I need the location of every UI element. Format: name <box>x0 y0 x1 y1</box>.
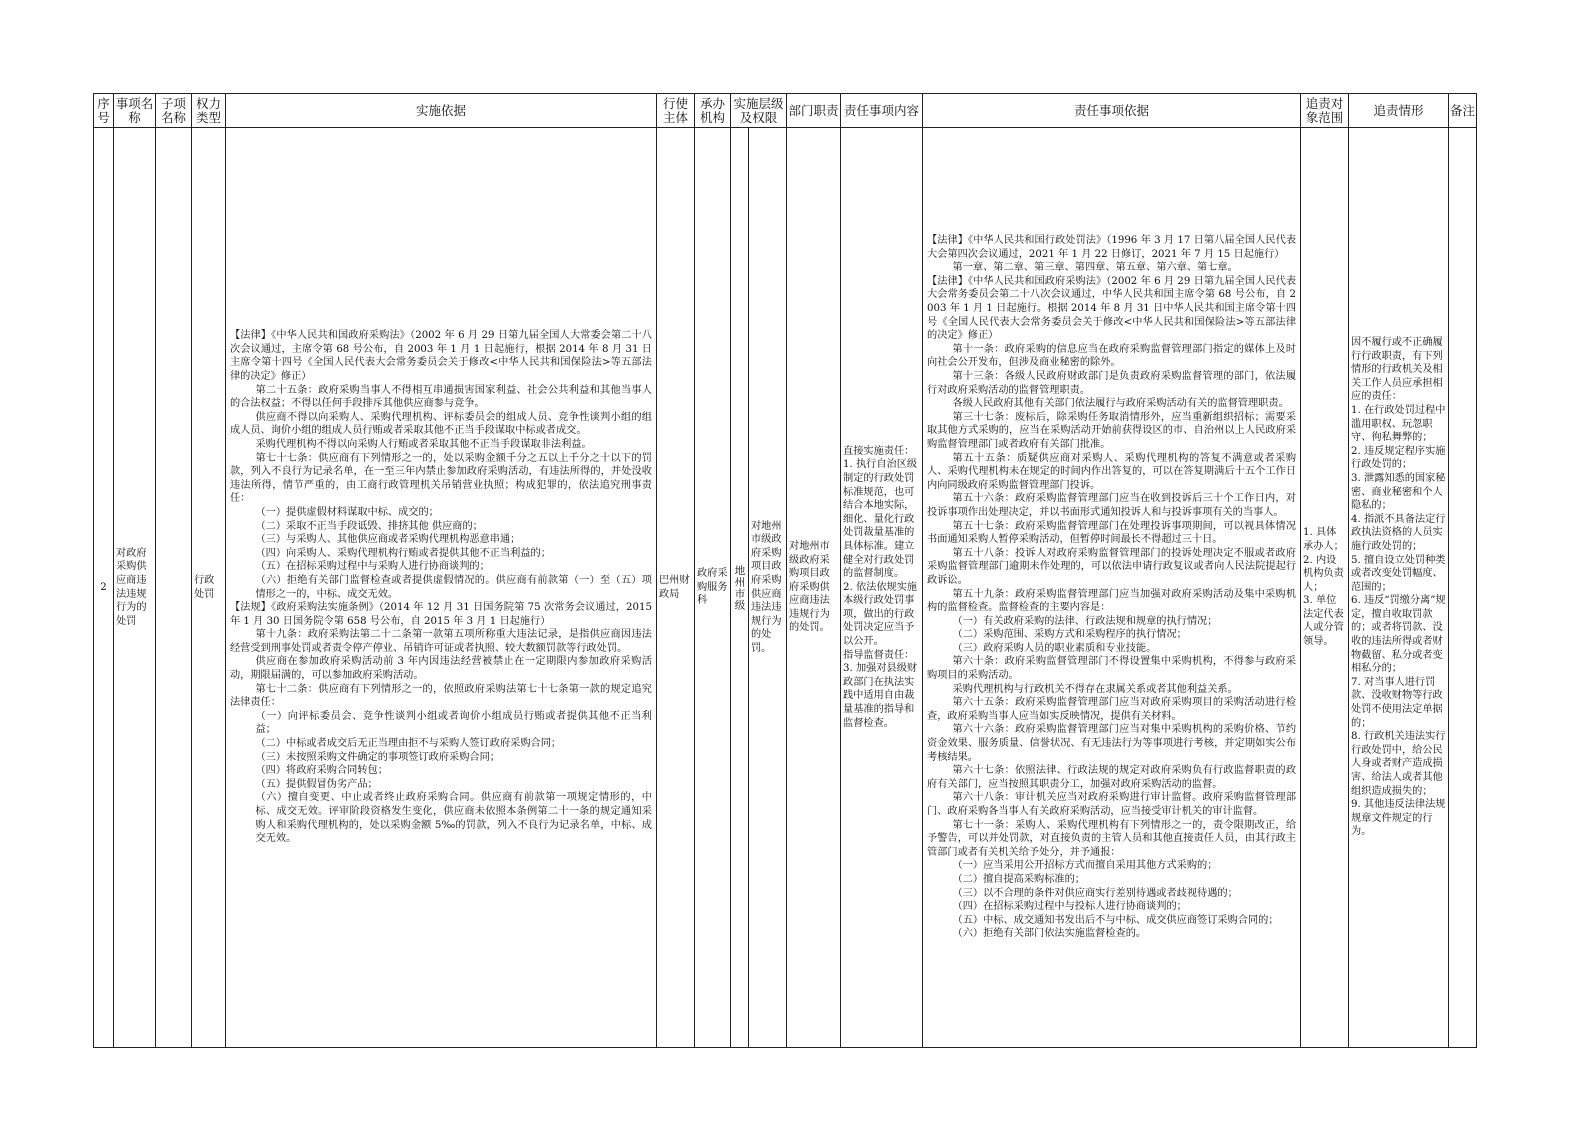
paragraph: 第三十七条：废标后，除采购任务取消情形外，应当重新组织招标；需要采取其他方式采购的，应当在采购活动开始前获得设区的市、自治州以上人民政府采购监督管理部门或者政府有关部门批准。 <box>927 411 1297 450</box>
cell-level-b <box>749 128 787 1048</box>
paragraph: 第五十七条：政府采购监督管理部门在处理投诉事项期间，可以视具体情况书面通知采购人暂停采购活动，但暂停时间最长不得超过三十日。 <box>927 520 1297 546</box>
power-list-table <box>93 93 1477 1048</box>
responsibility-text <box>841 445 922 730</box>
paragraph: 采购代理机构不得以向采购人行贿或者采取其他不正当手段谋取非法利益。 <box>255 438 592 450</box>
paragraph: 1. 在行政处罚过程中滥用职权、玩忽职守、徇私舞弊的； <box>1351 404 1446 444</box>
header-power-type: 权力类型 <box>192 94 226 128</box>
paragraph: 第二十五条：政府采购当事人不得相互串通损害国家利益、社会公共利益和其他当事人的合法权益；不得以任何手段排斥其他供应商参与竞争。 <box>230 384 652 410</box>
paragraph: 7. 对当事人进行罚款、没收财物等行政处罚不使用法定单据的； <box>1351 676 1443 729</box>
item-name-text: 对政府采购供应商违法违规行为的处罚 <box>116 547 147 627</box>
paragraph: 【法规】《政府采购法实施条例》（2014 年 12 月 31 日国务院第 75 次常务会议通过，2015 年 1 月 30 日国务院令第 658 号公布，自 2015 年 3 月 1 日起施行） <box>230 602 652 627</box>
level-a-text: 地州市级 <box>733 564 746 611</box>
paragraph: 第六十八条：审计机关应当对政府采购进行审计监督。政府采购监督管理部门、政府采购各当事人有关政府采购活动，应当接受审计机关的审计监督。 <box>927 792 1297 817</box>
paragraph: 第七十一条：采购人、采购代理机构有下列情形之一的，责令限期改正，给予警告，可以并处罚款，对直接负责的主管人员和其他直接责任人员，由其行政主管部门或者有关机关给予处分，并予通报： <box>927 819 1297 858</box>
paragraph: 第六十七条：依照法律、行政法规的规定对政府采购负有行政监督职责的政府有关部门，应当按照其职责分工，加强对政府采购活动的监督。 <box>927 765 1297 790</box>
cell-accountability-cases <box>1349 128 1449 1048</box>
cell-responsibility <box>841 128 923 1048</box>
paragraph: （三）未按照采购文件确定的事项签订政府采购合同； <box>255 751 500 763</box>
paragraph: 第一章、第二章、第三章、第四章、第五章、第六章、第七章。 <box>952 262 1238 274</box>
accountability-scope-text <box>1301 526 1348 648</box>
paragraph: （五）提供假冒伪劣产品； <box>255 778 378 790</box>
paragraph: 第七十二条：供应商有下列情形之一的，依照政府采购法第七十七条第一款的规定追究法律责任： <box>230 683 652 709</box>
cell-basis <box>226 128 657 1048</box>
cell-remarks <box>1449 128 1477 1048</box>
paragraph: （五）在招标采购过程中与采购人进行协商谈判的； <box>255 561 490 573</box>
header-subject: 行使主体 <box>657 94 695 128</box>
header-responsibility: 责任事项内容 <box>841 94 923 128</box>
header-accountability-cases: 追责情形 <box>1349 94 1449 128</box>
paragraph: （六）拒绝有关部门依法实施监督检查的。 <box>952 928 1147 940</box>
paragraph: 第十三条：各级人民政府财政部门是负责政府采购监督管理的部门，依法履行对政府采购活动的监督管理职责。 <box>927 371 1297 396</box>
paragraph: （三）以不合理的条件对供应商实行差别待遇或者歧视待遇的； <box>952 887 1238 899</box>
paragraph: 各级人民政府其他有关部门依法履行与政府采购活动有关的监督管理职责。 <box>952 398 1289 410</box>
accountability-cases-text <box>1349 336 1448 839</box>
header-basis: 实施依据 <box>226 94 657 128</box>
power-type-text: 行政处罚 <box>194 574 215 600</box>
seq-text: 2 <box>100 581 107 593</box>
cell-power-type <box>192 128 226 1048</box>
paragraph: 第五十五条：质疑供应商对采购人、采购代理机构的答复不满意或者采购人、采购代理机构未在规定的时间内作出答复的，可以在答复期满后十五个工作日内向同级政府采购监督管理部门投诉。 <box>927 452 1297 491</box>
paragraph: 【法律】《中华人民共和国行政处罚法》（1996 年 3 月 17 日第八届全国人民代表大会第四次会议通过，2021 年 1 月 22 日修订，2021 年 7 月 15 日起施行） <box>927 235 1297 260</box>
paragraph: 第六十六条：政府采购监督管理部门应当对集中采购机构的采购价格、节约资金效果、服务质量、信誉状况、有无违法行为等事项进行考核，并定期如实公布考核结果。 <box>927 724 1297 763</box>
paragraph: 第六十五条：政府采购监督管理部门应当对政府采购项目的采购活动进行检查，政府采购当事人应当如实反映情况，提供有关材料。 <box>927 697 1297 722</box>
cell-subject <box>657 128 695 1048</box>
header-sub-name: 子项名称 <box>156 94 192 128</box>
header-remarks: 备注 <box>1449 94 1477 128</box>
cell-sub-name <box>156 128 192 1048</box>
paragraph: （三）政府采购人员的职业素质和专业技能。 <box>952 642 1157 654</box>
paragraph: （二）采购范围、采购方式和采购程序的执行情况； <box>952 629 1187 641</box>
header-responsibility-basis: 责任事项依据 <box>923 94 1301 128</box>
paragraph: 6. 违反“罚缴分离”规定，擅自收取罚款的；或者将罚款、没收的违法所得或者财物截留、私分或者变相私分的； <box>1351 595 1446 675</box>
paragraph: （一）有关政府采购的法律、行政法规和规章的执行情况； <box>952 615 1218 627</box>
paragraph: （二）采取不正当手段诋毁、排挤其他 供应商的； <box>255 520 483 532</box>
cell-accountability-scope <box>1301 128 1349 1048</box>
responsibility-basis-text <box>923 234 1300 941</box>
paragraph: 第十九条：政府采购法第二十二条第一款第五项所称重大违法记录，是指供应商因违法经营受到刑事处罚或者责令停产停业、吊销许可证或者执照、较大数额罚款等行政处罚。 <box>230 629 652 654</box>
paragraph: 3. 泄露知悉的国家秘密、商业秘密和个人隐私的； <box>1351 472 1446 512</box>
table-row <box>94 128 1477 1048</box>
paragraph: 第七十七条：供应商有下列情形之一的，处以采购金额千分之五以上千分之十以下的罚款，列入不良行为记录名单，在一至三年内禁止参加政府采购活动，有违法所得的，并处没收违法所得，情节严重的，由工商行政管理机关吊销营业执照；构成犯罪的，依法追究刑事责任： <box>230 452 652 505</box>
paragraph: 第五十八条：投诉人对政府采购监督管理部门的投诉处理决定不服或者政府采购监督管理部门逾期未作处理的，可以依法申请行政复议或者向人民法院提起行政诉讼。 <box>927 547 1297 586</box>
paragraph: 3. 加强对县级财政部门在执法实践中适用自由裁量基准的指导和监督检查。 <box>843 663 918 729</box>
level-b-text: 对地州市级政府采购项目政府采购供应商违法违规行为的处罚。 <box>751 520 782 654</box>
paragraph: 1. 具体承办人； <box>1303 527 1344 552</box>
cell-level-a <box>731 128 749 1048</box>
paragraph: 【法律】《中华人民共和国政府采购法》（2002 年 6 月 29 日第九届全国人民代表大会常务委员会第二十八次会议通过，中华人民共和国主席令第 68 号公布，自 2003 年 1 月 1 日起施行。根据 2014 年 8 月 31 日中华人民共和国主席令第十四号《全国人民代表大会常务委员会关于修改<中华人民共和国保险法>等五部法律的决定》修正） <box>927 275 1297 342</box>
paragraph: （二）擅自提高采购标准的； <box>952 873 1085 885</box>
header-item-name: 事项名称 <box>114 94 156 128</box>
paragraph: 9. 其他违反法律法规规章文件规定的行为。 <box>1351 799 1446 838</box>
paragraph: 供应商在参加政府采购活动前 3 年内因违法经营被禁止在一定期限内参加政府采购活动，期限届满的，可以参加政府采购活动。 <box>230 656 652 682</box>
cell-responsibility-basis <box>923 128 1301 1048</box>
paragraph: 第五十六条：政府采购监督管理部门应当在收到投诉后三十个工作日内，对投诉事项作出处理决定，并以书面形式通知投诉人和与投诉事项有关的当事人。 <box>927 493 1297 518</box>
cell-organizer <box>695 128 731 1048</box>
paragraph: （一）向评标委员会、竞争性谈判小组或者询价小组成员行贿或者提供其他不正当利益； <box>255 710 652 736</box>
organizer-text: 政府采购服务科 <box>697 568 728 607</box>
paragraph: 3. 单位法定代表人或分管领导。 <box>1303 595 1344 648</box>
cell-item-name <box>114 128 156 1048</box>
cell-seq <box>94 128 114 1048</box>
header-duty: 部门职责 <box>787 94 841 128</box>
paragraph: （六）擅自变更、中止或者终止政府采购合同。供应商有前款第一项规定情形的，中标、成交无效。评审阶段资格发生变化，供应商未依照本条例第二十一条的规定通知采购人和采购代理机构的，处以采购金额 5‰的罚款，列入不良行为记录名单，中标、成交无效。 <box>255 792 652 845</box>
paragraph: （一）提供虚假材料谋取中标、成交的； <box>255 506 439 518</box>
paragraph: 2. 依法依规实施本级行政处罚事项，做出的行政处罚决定应当予以公开。 <box>843 581 918 648</box>
paragraph: 供应商不得以向采购人、采购代理机构、评标委员会的组成人员、竞争性谈判小组的组成人员、询价小组的组成人员行贿或者采取其他不正当手段谋取中标或者成交。 <box>230 411 652 437</box>
cell-duty <box>787 128 841 1048</box>
paragraph: 2. 内设机构负责人； <box>1303 554 1344 593</box>
paragraph: 第五十九条：政府采购监督管理部门应当加强对政府采购活动及集中采购机构的监督检查。监督检查的主要内容是： <box>927 588 1297 614</box>
paragraph: 8. 行政机关违法实行行政处罚中，给公民人身或者财产造成损害、给法人或者其他组织造成损失的； <box>1351 731 1446 797</box>
paragraph: 因不履行或不正确履行行政职责，有下列情形的行政机关及相关工作人员应承担相应的责任： <box>1351 337 1443 403</box>
subject-text: 巴州财政局 <box>659 574 690 600</box>
paragraph: （六）拒绝有关部门监督检查或者提供虚假情况的。供应商有前款第（一）至（五）项情形之一的，中标、成交无效。 <box>255 574 652 600</box>
paragraph: 第六十条：政府采购监督管理部门不得设置集中采购机构，不得参与政府采购项目的采购活动。 <box>927 656 1297 682</box>
duty-text: 对地州市级政府采购项目政府采购供应商违法违规行为的处罚。 <box>789 540 830 634</box>
header-level: 实施层级及权限 <box>731 94 787 128</box>
paragraph: （五）中标、成交通知书发出后不与中标、成交供应商签订采购合同的； <box>952 914 1279 926</box>
paragraph: 4. 指派不具备法定行政执法资格的人员实施行政处罚的； <box>1351 513 1446 552</box>
paragraph: （四）在招标采购过程中与投标人进行协商谈判的； <box>952 901 1187 913</box>
paragraph: （二）中标或者成交后无正当理由拒不与采购人签订政府采购合同； <box>255 738 562 750</box>
header-row <box>94 94 1477 128</box>
paragraph: 直接实施责任： <box>843 445 915 457</box>
paragraph: 【法律】《中华人民共和国政府采购法》（2002 年 6 月 29 日第九届全国人大常委会第二十八次会议通过，主席令第 68 号公布，自 2003 年 1 月 1 日起施行，根据 2014 年 8 月 31 日主席令第十四号《全国人民代表大会常务委员会关于修改<中华人民共和国保险法>等五部法律的决定》修正） <box>230 330 652 382</box>
paragraph: （一）应当采用公开招标方式而擅自采用其他方式采购的； <box>952 860 1218 872</box>
paragraph: 采购代理机构与行政机关不得存在隶属关系或者其他利益关系。 <box>952 683 1238 695</box>
paragraph: （四）向采购人、采购代理机构行贿或者提供其他不正当利益的； <box>255 547 551 559</box>
paragraph: 第十一条：政府采购的信息应当在政府采购监督管理部门指定的媒体上及时向社会公开发布，但涉及商业秘密的除外。 <box>927 343 1297 369</box>
header-organizer: 承办机构 <box>695 94 731 128</box>
paragraph: （三）与采购人、其他供应商或者采购代理机构恶意串通； <box>255 534 521 546</box>
paragraph: 5. 擅自设立处罚种类或者改变处罚幅度、范围的； <box>1351 554 1446 593</box>
basis-text <box>226 329 656 846</box>
header-seq: 序号 <box>94 94 114 128</box>
header-accountability-scope: 追责对象范围 <box>1301 94 1349 128</box>
paragraph: （四）将政府采购合同转包； <box>255 765 388 777</box>
paragraph: 2. 违反规定程序实施行政处罚的； <box>1351 445 1446 471</box>
paragraph: 指导监督责任： <box>843 649 915 661</box>
paragraph: 1. 执行自治区级制定的行政处罚标准规范，也可结合本地实际，细化、量化行政处罚裁量基准的具体标准。建立健全对行政处罚的监督制度。 <box>843 459 918 580</box>
